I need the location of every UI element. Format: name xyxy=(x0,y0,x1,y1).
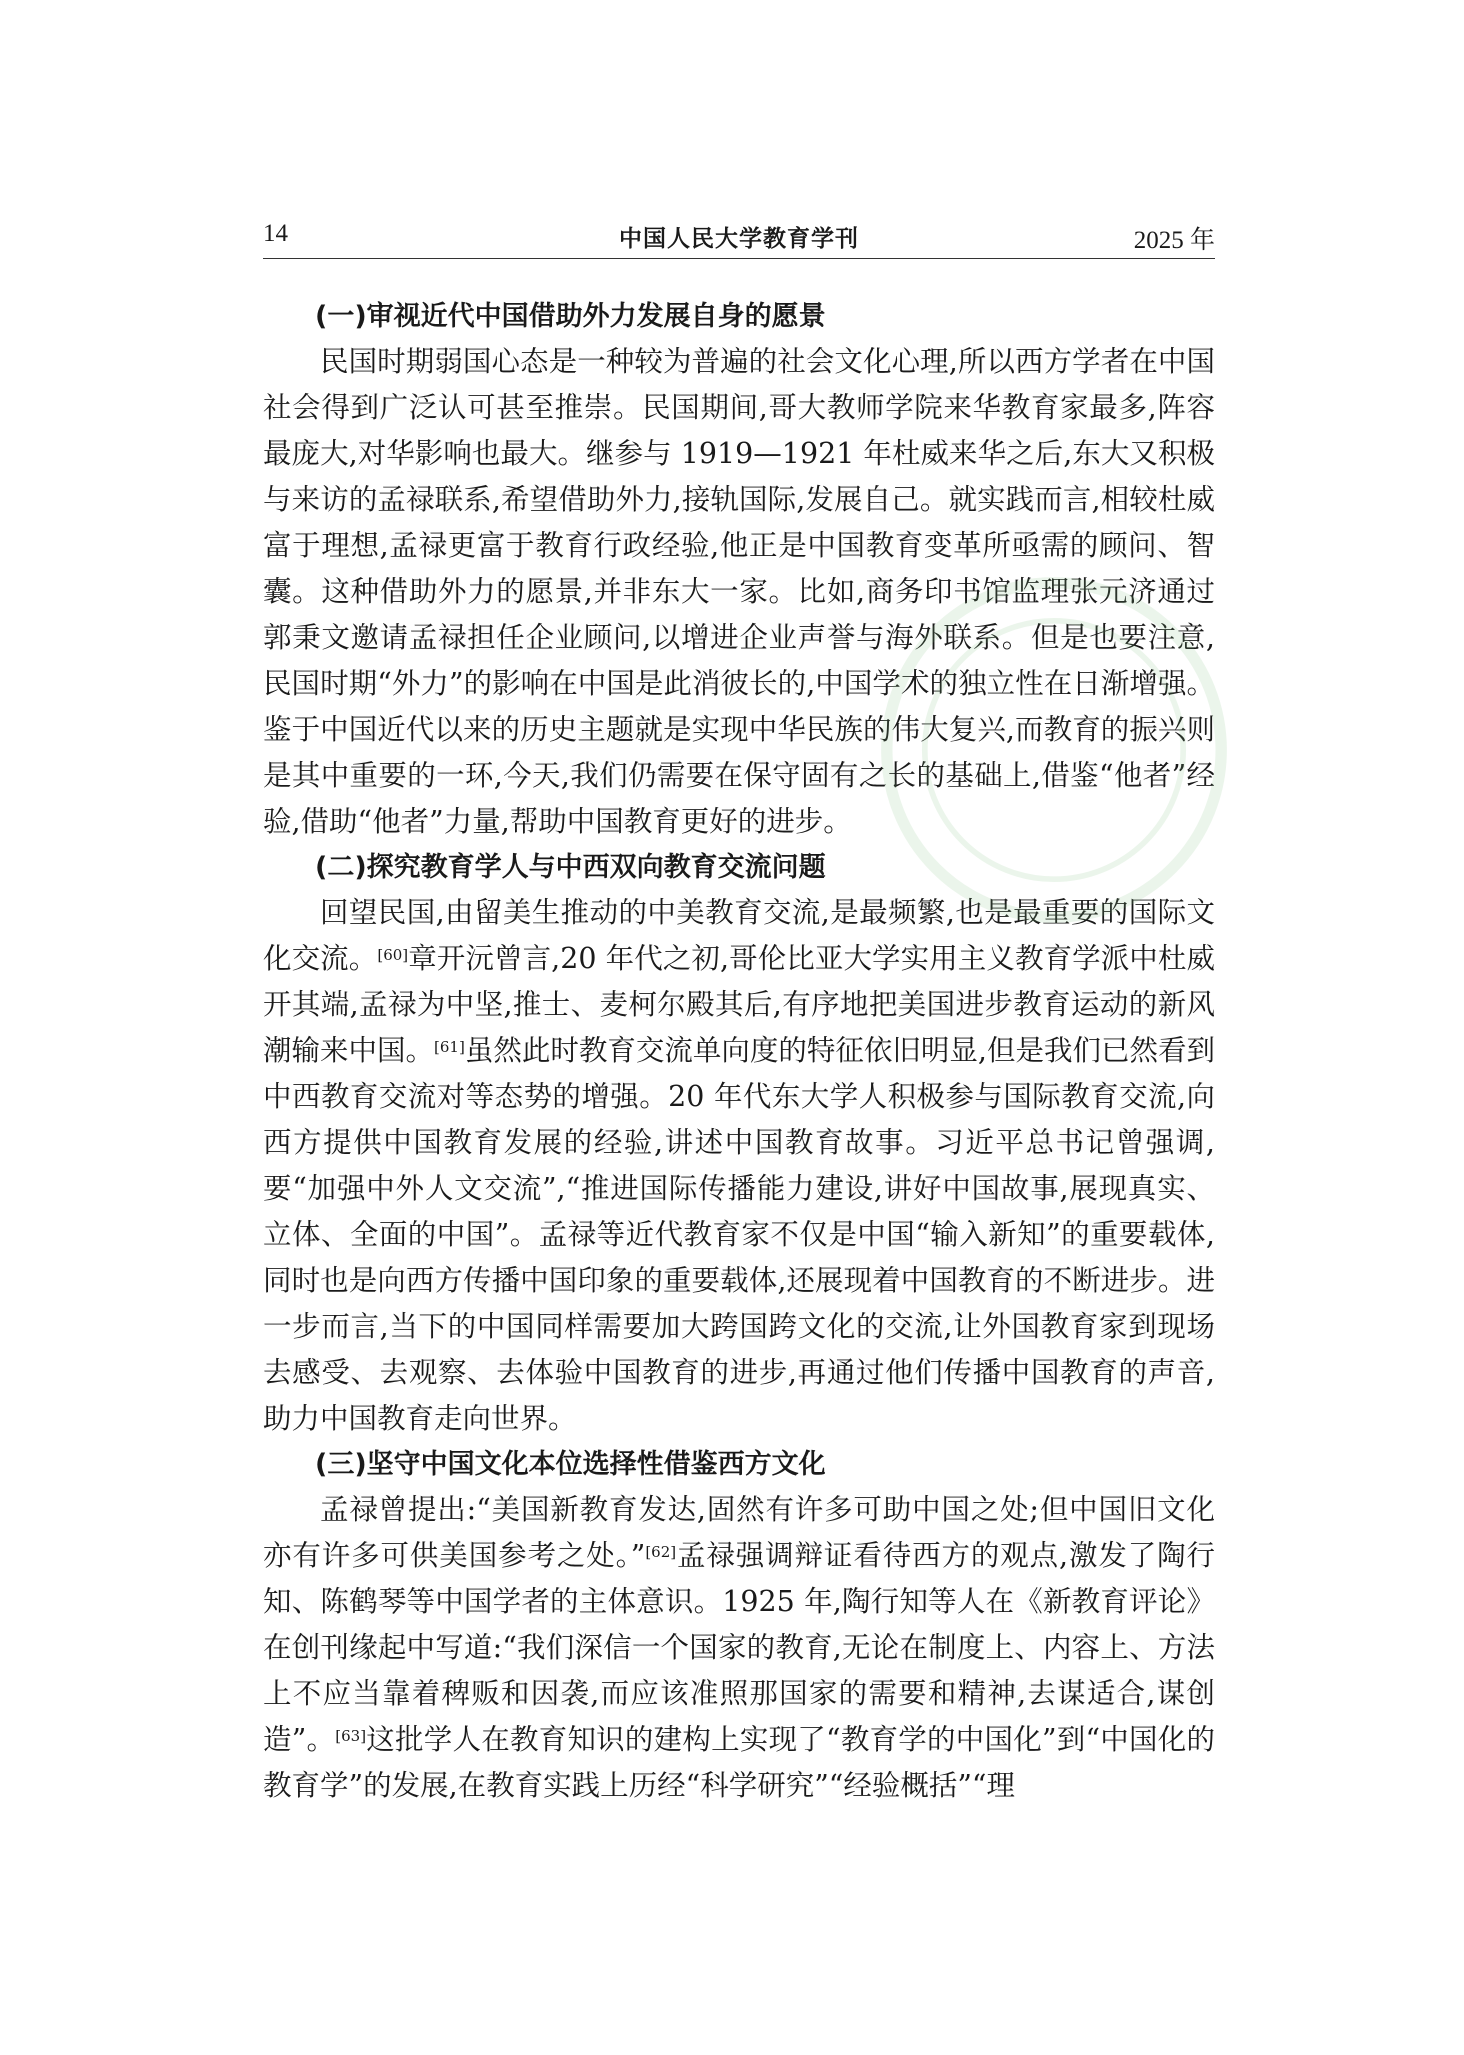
body-paragraph xyxy=(263,339,1215,845)
page-number: 14 xyxy=(263,220,288,247)
citation-marker: [63] xyxy=(335,1727,367,1745)
article-body xyxy=(263,295,1215,1809)
citation-marker: [61] xyxy=(434,1038,465,1056)
paragraph-text: 回望民国,由留美生推动的中美教育交流,是最频繁,也是最重要的国际文化交流。 xyxy=(263,896,1215,975)
section-heading: (一)审视近代中国借助外力发展自身的愿景 xyxy=(315,301,826,332)
paragraph-text: 民国时期弱国心态是一种较为普遍的社会文化心理,所以西方学者在中国社会得到广泛认可甚至推崇。民国期间,哥大教师学院来华教育家最多,阵容最庞大,对华影响也最大。继参与 1919—1921 年杜威来华之后,东大又积极与来访的孟禄联系,希望借助外力,接轨国际,发展自己。就实践而言,相较杜威富于理想,孟禄更富于教育行政经验,他正是中国教育变革所亟需的顾问、智囊。这种借助外力的愿景,并非东大一家。比如,商务印书馆监理张元济通过郭秉文邀请孟禄担任企业顾问,以增进企业声誉与海外联系。但是也要注意,民国时期“外力”的影响在中国是此消彼长的,中国学术的独立性在日渐增强。鉴于中国近代以来的历史主题就是实现中华民族的伟大复兴,而教育的振兴则是其中重要的一环,今天,我们仍需要在保守固有之长的基础上,借鉴“他者”经验,借助“他者”力量,帮助中国教育更好的进步。 xyxy=(263,345,1215,838)
paragraph-text: 孟禄曾提出:“美国新教育发达,固然有许多可助中国之处;但中国旧文化亦有许多可供美国参考之处。” xyxy=(263,1493,1215,1572)
citation-marker: [60] xyxy=(377,946,409,964)
paragraph-text: 虽然此时教育交流单向度的特征依旧明显,但是我们已然看到中西教育交流对等态势的增强。20 年代东大学人积极参与国际教育交流,向西方提供中国教育发展的经验,讲述中国教育故事。习近平总书记曾强调,要“加强中外人文交流”,“推进国际传播能力建设,讲好中国故事,展现真实、立体、全面的中国”。孟禄等近代教育家不仅是中国“输入新知”的重要载体,同时也是向西方传播中国印象的重要载体,还展现着中国教育的不断进步。进一步而言,当下的中国同样需要加大跨国跨文化的交流,让外国教育家到现场去感受、去观察、去体验中国教育的进步,再通过他们传播中国教育的声音,助力中国教育走向世界。 xyxy=(263,1034,1215,1435)
section-heading: (二)探究教育学人与中西双向教育交流问题 xyxy=(315,852,826,883)
body-paragraph xyxy=(263,890,1215,1442)
paragraph-text: 孟禄强调辩证看待西方的观点,激发了陶行知、陈鹤琴等中国学者的主体意识。1925 年,陶行知等人在《新教育评论》在创刊缘起中写道:“我们深信一个国家的教育,无论在制度上、内容上、方法上不应当靠着稗贩和因袭,而应该准照那国家的需要和精神,去谋适合,谋创造”。 xyxy=(263,1539,1215,1756)
paragraph-text: 这批学人在教育知识的建构上实现了“教育学的中国化”到“中国化的教育学”的发展,在教育实践上历经“科学研究”“经验概括”“理 xyxy=(263,1723,1215,1802)
journal-title: 中国人民大学教育学刊 xyxy=(619,226,859,252)
journal-page xyxy=(263,218,1215,1810)
section-heading: (三)坚守中国文化本位选择性借鉴西方文化 xyxy=(315,1449,826,1480)
publication-year: 2025 年 xyxy=(1133,227,1215,254)
paragraph-text: 章开沅曾言,20 年代之初,哥伦比亚大学实用主义教育学派中杜威开其端,孟禄为中坚,推士、麦柯尔殿其后,有序地把美国进步教育运动的新风潮输来中国。 xyxy=(263,942,1215,1067)
body-paragraph xyxy=(263,1487,1215,1809)
running-header xyxy=(263,218,1215,259)
citation-marker: [62] xyxy=(645,1543,677,1561)
